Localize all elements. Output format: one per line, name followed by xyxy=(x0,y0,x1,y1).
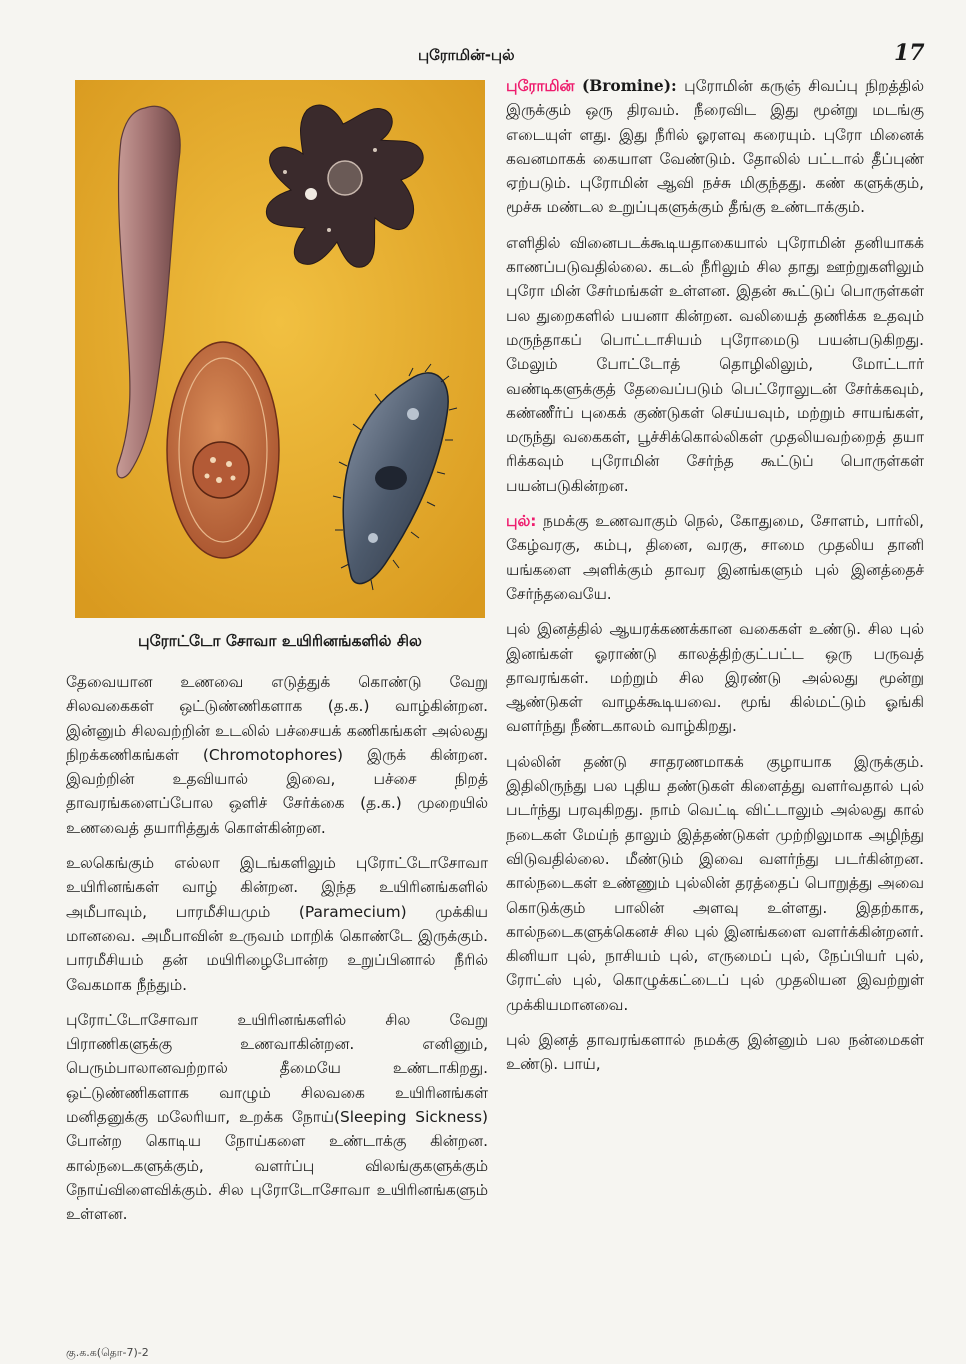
amoeba-granule xyxy=(327,228,331,232)
amoeba-granule xyxy=(283,170,287,174)
grass-text: நமக்கு உணவாகும் நெல், கோதுமை, சோளம், பார்லி, கேழ்வரகு, கம்பு, தினை, வரகு, சாமை முதலிய தானி யங்களை அளிக்கும் தாவர இனங்களும் புல் இனத்தைச் சேர்ந்தவையே. xyxy=(506,512,924,603)
paramecium-nucleus xyxy=(375,466,407,490)
cyst-granule xyxy=(226,461,232,467)
grass-heading: புல்: xyxy=(506,512,537,531)
cyst-granule xyxy=(205,474,210,479)
amoeba-granule xyxy=(373,148,377,152)
grass-paragraph: புல்லின் தண்டு சாதரணமாகக் குழாயாக இருக்கும். இதிலிருந்து பல புதிய தண்டுகள் கிளைத்து வளர்வதால் புல் படர்ந்து பரவுகிறது. நாம் வெட்டி விட்டாலும் அல்லது கால் நடைகள் மேய்ந் தாலும் இத்தண்டுகள் முற்றிலுமாக அழிந்து விடுவதில்லை. மீண்டும் இவை வளர்ந்து படர்கின்றன. கால்நடைகள் உண்ணும் புல்லின் தரத்தைப் பொறுத்து அவை கொடுக்கும் பாலின் அளவு உள்ளது. இதற்காக, கால்நடைகளுக்கெனச் சில புல் இனங்களை வளர்க்கின்றனர். கினியா புல், நாசியம் புல், எருமைப் புல், நேப்பியர் புல், ரோட்ஸ் புல், கொழுக்கட்டைப் புல் முதலியன இவற்றுள் முக்கியமானவை. xyxy=(506,752,924,1014)
footer-signature-mark: கு.க.க(தொ-7)-2 xyxy=(66,1346,149,1359)
protozoa-illustration xyxy=(75,80,485,618)
right-column xyxy=(506,74,924,1088)
protozoa-drawing xyxy=(75,80,485,618)
grass-paragraph: புல் இனத்தில் ஆயரக்கணக்கான வகைகள் உண்டு. சில புல் இனங்கள் ஓராண்டு காலத்திற்குட்பட்ட ஒரு பருவத் தாவரங்கள். மற்றும் சில இரண்டு அல்லது மூன்று ஆண்டுகள் வாழக்கூடியவை. மூங் கில்மட்டும் ஓங்கி வளர்ந்து நீண்டகாலம் வாழ்கிறது. xyxy=(506,620,924,736)
bromine-text: புரோமின் கருஞ் சிவப்பு நிறத்தில் இருக்கும் ஒரு திரவம். நீரைவிட இது மூன்று மடங்கு எடையுள் ளது. இது நீரில் ஓரளவு கரையும். புரோ மினைக் கவனமாகக் கையாள வேண்டும். தோலில் பட்டால் தீப்புண் ஏற்படும். புரோமின் ஆவி நச்சு மிகுந்தது. கண் களுக்கும், மூச்சு மண்டல உறுப்புகளுக்கும் தீங்கு உண்டாக்கும். xyxy=(506,77,924,217)
grass-paragraph: புல் இனத் தாவரங்களால் நமக்கு இன்னும் பல நன்மைகள் உண்டு. பாய், xyxy=(506,1030,924,1074)
cyst-nucleus xyxy=(193,442,249,498)
grass-entry-intro xyxy=(506,509,924,606)
protozoa-paragraph: புரோட்டோசோவா உயிரினங்களில் சில வேறு பிராணிகளுக்கு உணவாகின்றன. எனினும், பெரும்பாலானவற்றால் தீமையே உண்டாகிறது. ஒட்டுண்ணிகளாக வாழும் சிலவகை உயிரினங்கள் மனிதனுக்கு மலேரியா, உறக்க நோய்(Sleeping Sickness) போன்ற கொடிய நோய்களை உண்டாக்கு கின்றன. கால்நடைகளுக்கும், வளர்ப்பு விலங்குகளுக்கும் நோய்விளைவிக்கும். சில புரோடோசோவா உயிரினங்களும் உள்ளன. xyxy=(66,1010,488,1224)
running-header: புரோமின்-புல் xyxy=(418,46,515,64)
protozoa-paragraph: தேவையான உணவை எடுத்துக் கொண்டு வேறு சிலவகைகள் ஒட்டுண்ணிகளாக (த.க.) வாழ்கின்றன. இன்னும் சிலவற்றின் உடலில் பச்சையக் கணிகங்கள் அல்லது நிறக்கணிகங்கள் (Chromotophores) இருக் கின்றன. இவற்றின் உதவியால் இவை, பச்சை நிறத் தாவரங்களைப்போல ஒளிச் சேர்க்கை (த.க.) முறையில் உணவைத் தயாரித்துக் கொள்கின்றன. xyxy=(66,673,488,837)
bromine-heading: புரோமின் xyxy=(506,77,575,95)
left-column xyxy=(66,670,488,1238)
cyst-granule xyxy=(216,477,222,483)
bromine-heading-english: (Bromine): xyxy=(581,77,677,95)
protozoa-paragraph: உலகெங்கும் எல்லா இடங்களிலும் புரோட்டோசோவா உயிரினங்கள் வாழ் கின்றன. இந்த உயிரினங்களில் அமீபாவும், பாரமீசியமும் (Paramecium) முக்கிய மானவை. அமீபாவின் உருவம் மாறிக் கொண்டே இருக்கும். பாரமீசியம் தன் மயிரிழைபோன்ற உறுப்பினால் நீரில் வேகமாக நீந்தும். xyxy=(66,854,488,994)
paramecium-vacuole xyxy=(407,408,419,420)
bromine-entry-intro xyxy=(506,74,924,220)
cyst-granule xyxy=(231,476,236,481)
bromine-paragraph: எளிதில் வினைபடக்கூடியதாகையால் புரோமின் தனியாகக் காணப்படுவதில்லை. கடல் நீரிலும் சில தாது ஊற்றுகளிலும் புரோ மின் சேர்மங்கள் உள்ளன. இதன் கூட்டுப் பொருள்கள் பல துறைகளில் பயனா கின்றன. வலியைத் தணிக்க உதவும் மருந்தாகப் பொட்டாசியம் புரோமைடு பயன்படுகிறது. மேலும் போட்டோத் தொழிலிலும், மோட்டார் வண்டிகளுக்குத் தேவைப்படும் பெட்ரோலுடன் சேர்க்கவும், கண்ணீர்ப் புகைக் குண்டுகள் செய்யவும், மற்றும் சாயங்கள், மருந்து வகைகள், பூச்சிக்கொல்லிகள் முதலியவற்றைத் தயா ரிக்கவும் புரோமின் சேர்ந்த கூட்டுப் பொருள்கள் பயன்படுகின்றன. xyxy=(506,233,924,495)
page-number: 17 xyxy=(894,40,925,66)
figure-caption: புரோட்டோ சோவா உயிரினங்களில் சில xyxy=(138,632,422,650)
cyst-granule xyxy=(210,457,216,463)
paramecium-vacuole xyxy=(368,533,378,543)
amoeba-nucleus xyxy=(328,161,362,195)
amoeba-vacuole xyxy=(305,188,317,200)
